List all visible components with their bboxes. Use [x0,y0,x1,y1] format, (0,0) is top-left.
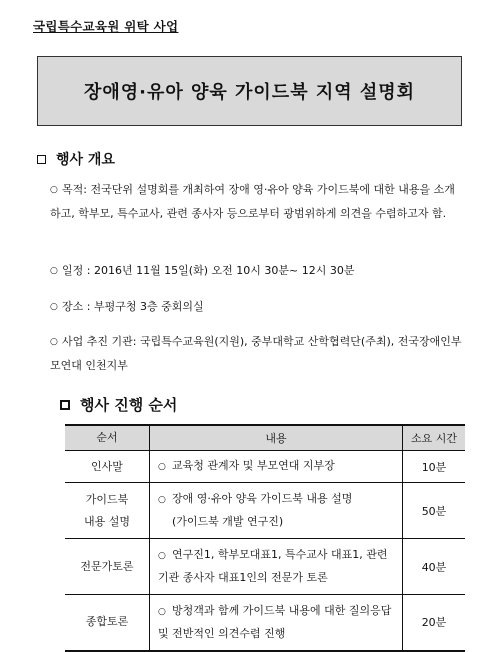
ring-bullet-icon: ○ [50,185,58,195]
cell-order: 인사말 [65,451,150,483]
column-header-time: 소요 시간 [403,425,466,451]
overview-item-purpose [50,178,465,226]
title-box [37,56,462,126]
overview-item-location [50,295,465,319]
table-row [65,595,465,651]
cell-order: 가이드북 내용 설명 [65,483,150,539]
overview-item-text: 사업 추진 기관: 국립특수교육원(지원), 중부대학교 산학협력단(주최), 전국장애인부모연대 인천지부 [50,335,462,372]
overview-item-text: 장소 : 부평구청 3층 중회의실 [62,300,204,313]
page-title: 장애영·유아 양육 가이드북 지역 설명회 [83,82,416,103]
cell-content: ○ 교육청 관계자 및 부모연대 지부장 [150,451,403,483]
table-row [65,483,465,539]
cell-time: 40분 [403,539,466,595]
square-box-icon [60,400,70,410]
overview-item-text: 목적: 전국단위 설명회를 개최하여 장애 영·유아 양육 가이드북에 대한 내용을 소개하고, 학부모, 특수교사, 관련 종사자 등으로부터 광범위하게 의견을 수렴하고자 함. [50,183,455,220]
ring-bullet-icon: ○ [158,495,166,505]
table-header-row [65,425,465,451]
table-row [65,539,465,595]
ring-bullet-icon: ○ [50,337,58,347]
overview-item-text: 일정 : 2016년 11월 15일(화) 오전 10시 30분~ 12시 30분 [62,264,355,277]
table-row [65,451,465,483]
cell-content: ○ 방청객과 함께 가이드북 내용에 대한 질의응답 및 전반적인 의견수렴 진행 [150,595,403,651]
cell-content: ○ 연구진1, 학부모대표1, 특수교사 대표1, 관련 기관 종사자 대표1인의 전문가 토론 [150,539,403,595]
cell-time: 10분 [403,451,466,483]
cell-time: 20분 [403,595,466,651]
ring-bullet-icon: ○ [158,551,166,561]
overview-item-organizers [50,330,465,378]
schedule-table [65,424,465,652]
cell-order: 전문가토론 [65,539,150,595]
cell-content: ○ 장애 영·유아 양육 가이드북 내용 설명 (가이드북 개발 연구진) [150,483,403,539]
ring-bullet-icon: ○ [50,302,58,312]
schedule-heading [60,394,177,415]
cell-time: 50분 [403,483,466,539]
overview-heading [37,149,115,169]
overview-heading-text: 행사 개요 [56,152,115,168]
top-label: 국립특수교육원 위탁 사업 [33,19,179,34]
overview-item-schedule [50,259,465,283]
ring-bullet-icon: ○ [158,462,166,472]
column-header-order: 순서 [65,425,150,451]
cell-order: 종합토론 [65,595,150,651]
square-box-icon [37,155,46,164]
ring-bullet-icon: ○ [50,266,58,276]
schedule-heading-text: 행사 진행 순서 [80,396,178,414]
ring-bullet-icon: ○ [158,606,166,617]
column-header-content: 내용 [150,425,403,451]
